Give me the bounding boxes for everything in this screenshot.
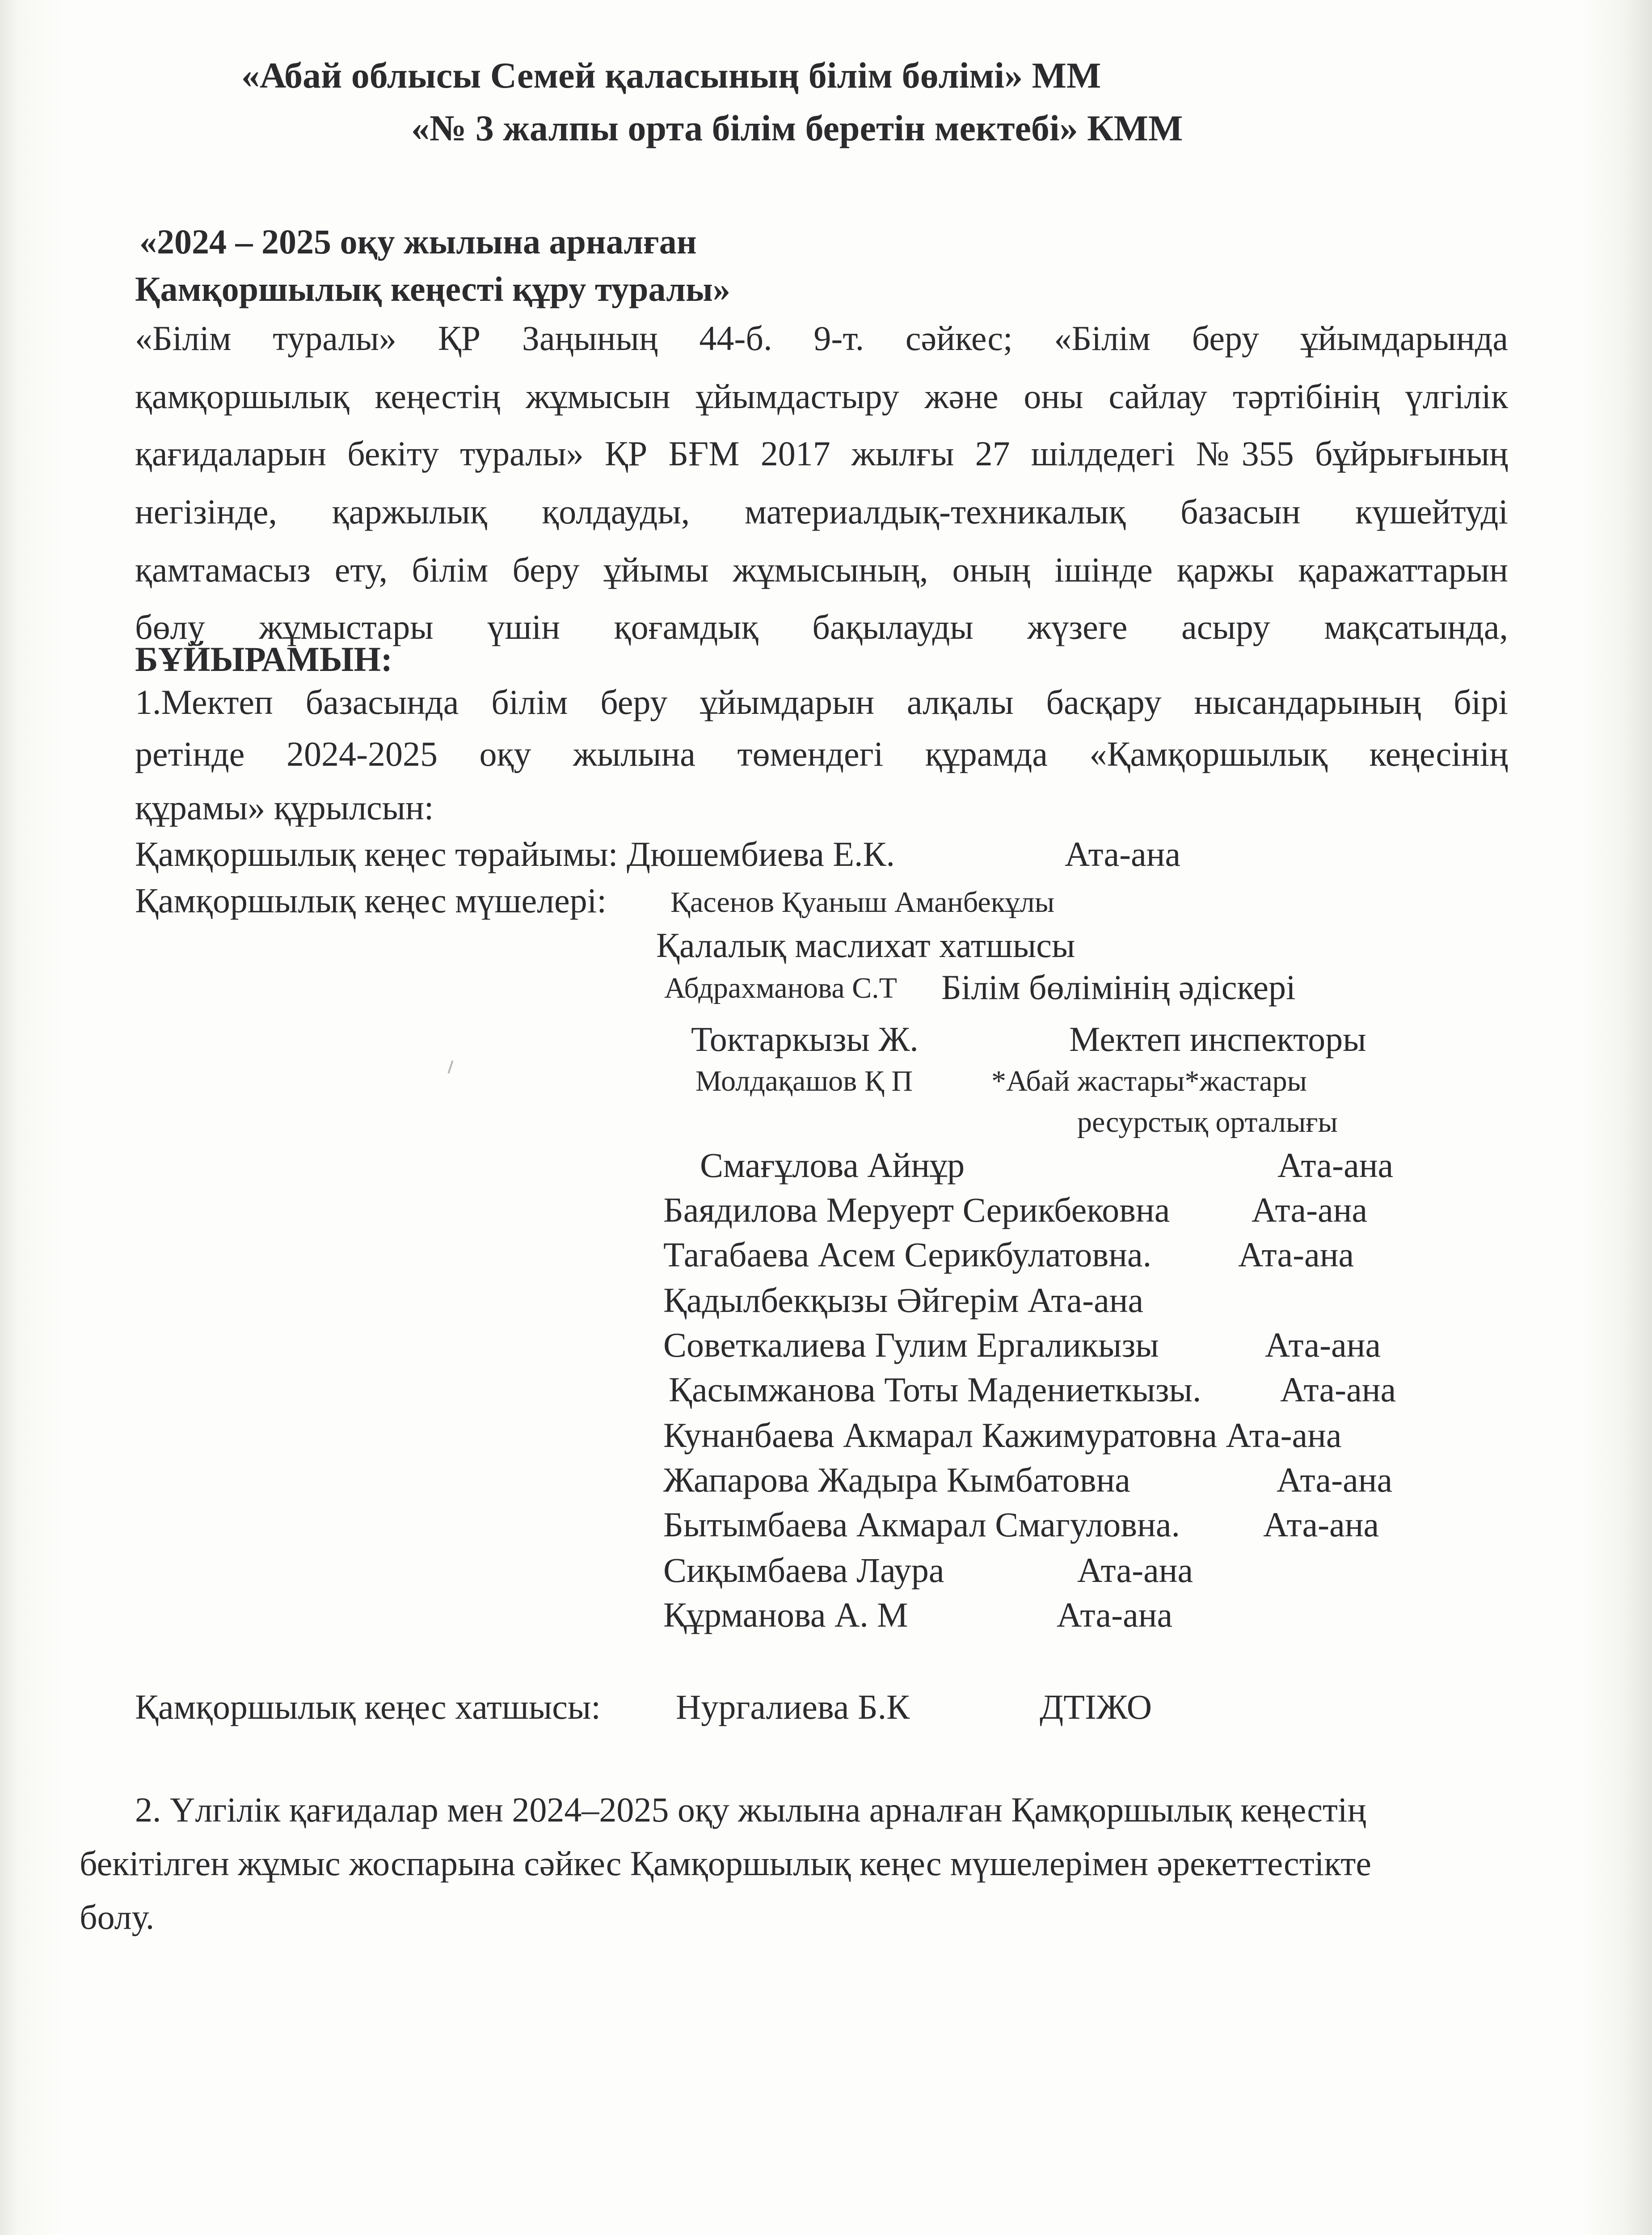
member-role: Ата-ана — [1057, 1595, 1173, 1634]
member-name: Абдрахманова С.Т — [664, 972, 897, 1004]
member-name: Баядилова Меруерт Серикбековна — [663, 1190, 1170, 1229]
preamble-line: қағидаларын бекіту туралы» ҚР БҒМ 2017 жылғы 27 шілдедегі №355 бұйрығының — [135, 434, 1508, 473]
point1-line: 1.Мектеп базасында білім беру ұйымдарын алқалы басқару нысандарының бірі — [135, 683, 1508, 721]
member-role: Ата-ана — [1238, 1235, 1354, 1274]
point2-line: болу. — [80, 1898, 155, 1936]
chair-role: Ата-ана — [1065, 835, 1181, 873]
member-role: Ата-ана — [1277, 1146, 1394, 1185]
member-role: Ата-ана — [1280, 1370, 1396, 1409]
secretary-role: ДТІЖО — [1040, 1687, 1152, 1726]
point1-line: құрамы» құрылсын: — [135, 788, 434, 827]
preamble-line: негізінде, қаржылық қолдауды, материалдық-техникалық базасын күшейтуді — [135, 492, 1508, 531]
member-name: Кунанбаева Акмарал Кажимуратовна Ата-ана — [663, 1416, 1342, 1455]
header-department: «Абай облысы Семей қаласының білім бөлімі» ММ — [241, 55, 1101, 96]
point2-line: бекітілген жұмыс жоспарына сәйкес Қамқоршылық кеңес мүшелерімен әрекеттестікте — [80, 1844, 1371, 1883]
member-name: Қасенов Қуаныш Аманбекұлы — [670, 886, 1055, 919]
member-name: Қадылбекқызы Әйгерім Ата-ана — [663, 1281, 1144, 1320]
member-name: Тагабаева Асем Серикбулатовна. — [663, 1235, 1152, 1274]
pencil-mark — [447, 1060, 453, 1074]
member-role: Мектеп инспекторы — [1069, 1020, 1366, 1058]
point2-line: 2. Үлгілік қағидалар мен 2024–2025 оқу жылына арналған Қамқоршылық кеңестің — [135, 1790, 1366, 1829]
member-role: Ата-ана — [1252, 1190, 1368, 1229]
point1-line: ретінде 2024-2025 оқу жылына төмендегі құрамда «Қамқоршылық кеңесінің — [135, 734, 1508, 773]
member-role: ресурстық орталығы — [1077, 1106, 1338, 1139]
member-role: Білім бөлімінің әдіскері — [941, 968, 1296, 1007]
member-name: Құрманова А. М — [663, 1595, 908, 1634]
secretary-label: Қамқоршылық кеңес хатшысы: — [135, 1687, 601, 1726]
members-label: Қамқоршылық кеңес мүшелері: — [135, 881, 607, 920]
member-name: Сиқымбаева Лаура — [663, 1551, 944, 1590]
order-title-line-1: «2024 – 2025 оқу жылына арналған — [139, 222, 697, 261]
member-name: Қалалық маслихат хатшысы — [656, 926, 1075, 965]
member-role: Ата-ана — [1077, 1551, 1193, 1590]
member-role: Ата-ана — [1265, 1325, 1381, 1364]
member-name: Токтаркызы Ж. — [691, 1020, 919, 1058]
member-role: Ата-ана — [1277, 1460, 1393, 1499]
order-word: БҰЙЫРАМЫН: — [135, 640, 393, 679]
preamble-line: бөлу жұмыстары үшін қоғамдық бақылауды жүзеге асыру мақсатында, — [135, 607, 1508, 646]
chair-label: Қамқоршылық кеңес төрайымы: Дюшембиева Е.К. — [135, 835, 895, 873]
member-role: *Абай жастары*жастары — [991, 1065, 1307, 1097]
preamble-line: қамтамасыз ету, білім беру ұйымы жұмысының, оның ішінде қаржы қаражаттарын — [135, 550, 1508, 589]
member-name: Бытымбаева Акмарал Смагуловна. — [663, 1505, 1180, 1544]
member-name: Жапарова Жадыра Кымбатовна — [663, 1460, 1130, 1499]
member-name: Советкалиева Гулим Ергаликызы — [663, 1325, 1159, 1364]
preamble-line: қамқоршылық кеңестің жұмысын ұйымдастыру және оны сайлау тәртібінің үлгілік — [135, 377, 1508, 416]
secretary-name: Нургалиева Б.К — [676, 1687, 910, 1726]
member-name: Молдақашов Қ П — [695, 1065, 913, 1097]
order-title-line-2: Қамқоршылық кеңесті құру туралы» — [135, 270, 730, 308]
member-name: Қасымжанова Тоты Мадениеткызы. — [669, 1370, 1201, 1409]
preamble-line: «Білім туралы» ҚР Заңының 44-б. 9-т. сәйкес; «Білім беру ұйымдарында — [135, 319, 1508, 358]
header-school: «№ 3 жалпы орта білім беретін мектебі» КММ — [411, 108, 1183, 148]
member-role: Ата-ана — [1263, 1505, 1379, 1544]
member-name: Смағұлова Айнұр — [700, 1146, 965, 1185]
